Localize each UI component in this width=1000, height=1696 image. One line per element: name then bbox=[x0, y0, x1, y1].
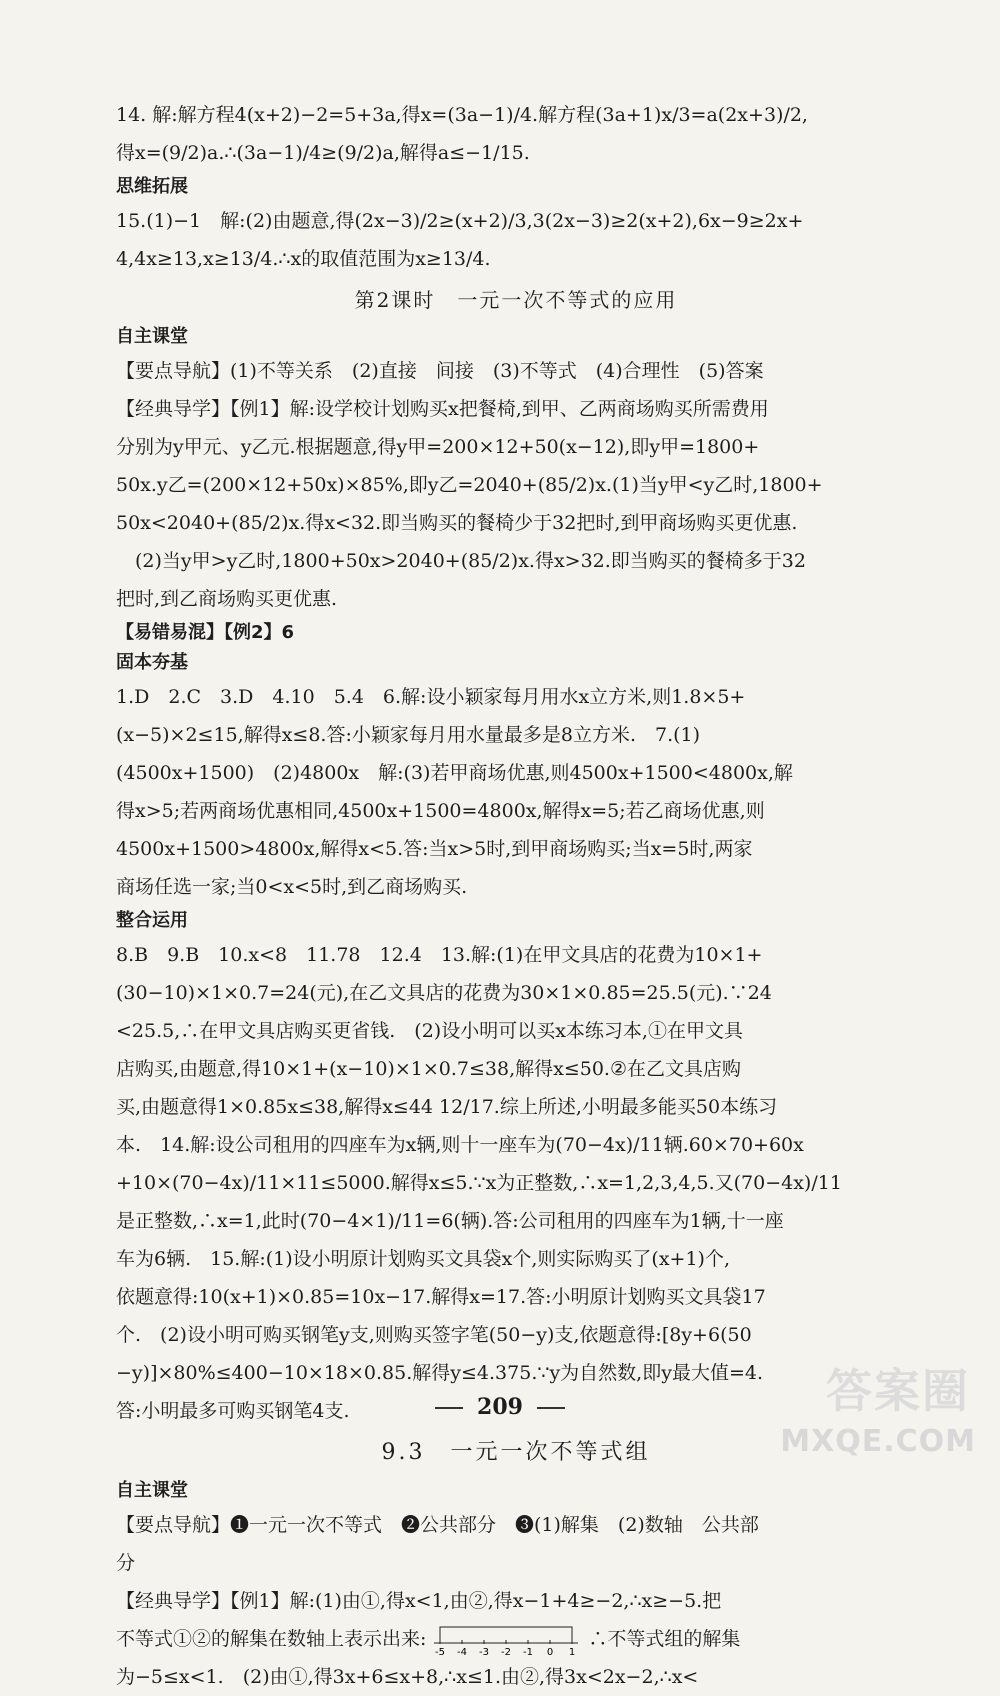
text-line: <25.5,∴在甲文具店购买更省钱. (2)设小明可以买x本练习本,①在甲文具 bbox=[116, 1020, 743, 1042]
text-line: 50x.y乙=(200×12+50x)×85%,即y乙=2040+(85/2)x.(1)当y甲<y乙时,1800+ bbox=[116, 474, 823, 496]
page-number-text: 209 bbox=[477, 1394, 523, 1420]
text-line: 为−5≤x<1. (2)由①,得3x+6≤x+8,∴x≤1.由②,得3x<2x−2,∴x< bbox=[116, 1666, 699, 1688]
text-line: −y)]×80%≤400−10×18×0.85.解得y≤4.375.∵y为自然数,即y最大值=4. bbox=[116, 1362, 764, 1384]
text-line: 得x=(9/2)a.∴(3a−1)/4≥(9/2)a,解得a≤−1/15. bbox=[116, 142, 530, 164]
section-heading: 固本夯基 bbox=[116, 652, 188, 673]
text-line: (30−10)×1×0.7=24(元),在乙文具店的花费为30×1×0.85=25.5(元).∵24 bbox=[116, 982, 772, 1004]
section-heading: 【易错易混】【例2】6 bbox=[116, 622, 295, 643]
number-line-tick-label: -4 bbox=[457, 1647, 468, 1657]
section-heading: 整合运用 bbox=[116, 910, 188, 931]
section-title: 第2课时 一元一次不等式的应用 bbox=[354, 288, 678, 312]
text-line: 【经典导学】【例1】解:设学校计划购买x把餐椅,到甲、乙两商场购买所需费用 bbox=[116, 398, 769, 420]
page-number-dash-left bbox=[435, 1407, 463, 1409]
text-line: 【要点导航】❶一元一次不等式 ❷公共部分 ❸(1)解集 (2)数轴 公共部 bbox=[116, 1514, 759, 1536]
section-heading: 自主课堂 bbox=[116, 326, 188, 347]
text-line: 15.(1)−1 解:(2)由题意,得(2x−3)/2≥(x+2)/3,3(2x−3)≥2(x+2),6x−9≥2x+ bbox=[116, 210, 804, 232]
text-line: 4500x+1500>4800x,解得x<5.答:当x>5时,到甲商场购买;当x=5时,两家 bbox=[116, 838, 753, 860]
text-line: (4500x+1500) (2)4800x 解:(3)若甲商场优惠,则4500x+1500<4800x,解 bbox=[116, 762, 793, 784]
text-line: 50x<2040+(85/2)x.得x<32.即当购买的餐椅少于32把时,到甲商场购买更优惠. bbox=[116, 512, 798, 534]
number-line-tick-label: -2 bbox=[501, 1647, 512, 1657]
text-line: 分别为y甲元、y乙元.根据题意,得y甲=200×12+50(x−12),即y甲=1800+ bbox=[116, 436, 760, 458]
text-line: 个. (2)设小明可购买钢笔y支,则购买签字笔(50−y)支,依题意得:[8y+6(50 bbox=[116, 1324, 752, 1346]
text-line: 答:小明最多可购买钢笔4支. bbox=[116, 1400, 350, 1422]
section-title: 9.3 一元一次不等式组 bbox=[381, 1440, 651, 1465]
text-line: 店购买,由题意,得10×1+(x−10)×1×0.7≤38,解得x≤50.②在乙文具店购 bbox=[116, 1058, 741, 1080]
number-line bbox=[432, 1623, 582, 1657]
text-line: 1.D 2.C 3.D 4.10 5.4 6.解:设小颖家每月用水x立方米,则1.8×5+ bbox=[116, 686, 746, 708]
text-line: ∴不等式组的解集 bbox=[588, 1628, 741, 1650]
text-line: 依题意得:10(x+1)×0.85=10x−17.解得x=17.答:小明原计划购买文具袋17 bbox=[116, 1286, 766, 1308]
text-line: 得x>5;若两商场优惠相同,4500x+1500=4800x,解得x=5;若乙商场优惠,则 bbox=[116, 800, 765, 822]
text-line: +10×(70−4x)/11×11≤5000.解得x≤5.∵x为正整数,∴x=1,2,3,4,5.又(70−4x)/11 bbox=[116, 1172, 842, 1194]
watermark-title: 答案圈 bbox=[826, 1364, 970, 1418]
number-line-tick-label: 1 bbox=[569, 1647, 576, 1657]
text-line: 【经典导学】【例1】解:(1)由①,得x<1,由②,得x−1+4≥−2,∴x≥−5.把 bbox=[116, 1590, 722, 1612]
text-line: (x−5)×2≤15,解得x≤8.答:小颖家每月用水量最多是8立方米. 7.(1) bbox=[116, 724, 701, 746]
text-line: 【要点导航】(1)不等关系 (2)直接 间接 (3)不等式 (4)合理性 (5)答案 bbox=[116, 360, 764, 382]
number-line-tick-label: -5 bbox=[435, 1647, 446, 1657]
number-line-tick-label: 0 bbox=[547, 1647, 554, 1657]
text-line: 不等式①②的解集在数轴上表示出来: bbox=[116, 1628, 427, 1650]
text-line: 买,由题意得1×0.85x≤38,解得x≤44 12/17.综上所述,小明最多能买50本练习 bbox=[116, 1096, 778, 1118]
text-line: (2)当y甲>y乙时,1800+50x>2040+(85/2)x.得x>32.即当购买的餐椅多于32 bbox=[116, 550, 806, 572]
number-line-tick-label: -1 bbox=[523, 1647, 534, 1657]
text-line: 是正整数,∴x=1,此时(70−4×1)/11=6(辆).答:公司租用的四座车为1辆,十一座 bbox=[116, 1210, 784, 1232]
number-line-tick-label: -3 bbox=[479, 1647, 490, 1657]
text-line: 4,4x≥13,x≥13/4.∴x的取值范围为x≥13/4. bbox=[116, 248, 491, 270]
section-heading: 自主课堂 bbox=[116, 1480, 188, 1501]
text-line: 本. 14.解:设公司租用的四座车为x辆,则十一座车为(70−4x)/11辆.60×70+60x bbox=[116, 1134, 804, 1156]
text-line: 分 bbox=[116, 1552, 136, 1574]
text-line: 车为6辆. 15.解:(1)设小明原计划购买文具袋x个,则实际购买了(x+1)个, bbox=[116, 1248, 731, 1270]
text-line: 14. 解:解方程4(x+2)−2=5+3a,得x=(3a−1)/4.解方程(3a+1)x/3=a(2x+3)/2, bbox=[116, 104, 808, 126]
page-number-dash-right bbox=[537, 1407, 565, 1409]
text-line: 把时,到乙商场购买更优惠. bbox=[116, 588, 338, 610]
section-heading: 思维拓展 bbox=[116, 176, 188, 197]
number-line-row bbox=[116, 1620, 916, 1658]
text-line: 8.B 9.B 10.x<8 11.78 12.4 13.解:(1)在甲文具店的花费为10×1+ bbox=[116, 944, 763, 966]
text-line: 商场任选一家;当0<x<5时,到乙商场购买. bbox=[116, 876, 468, 898]
watermark-url: MXQE.COM bbox=[780, 1424, 976, 1459]
